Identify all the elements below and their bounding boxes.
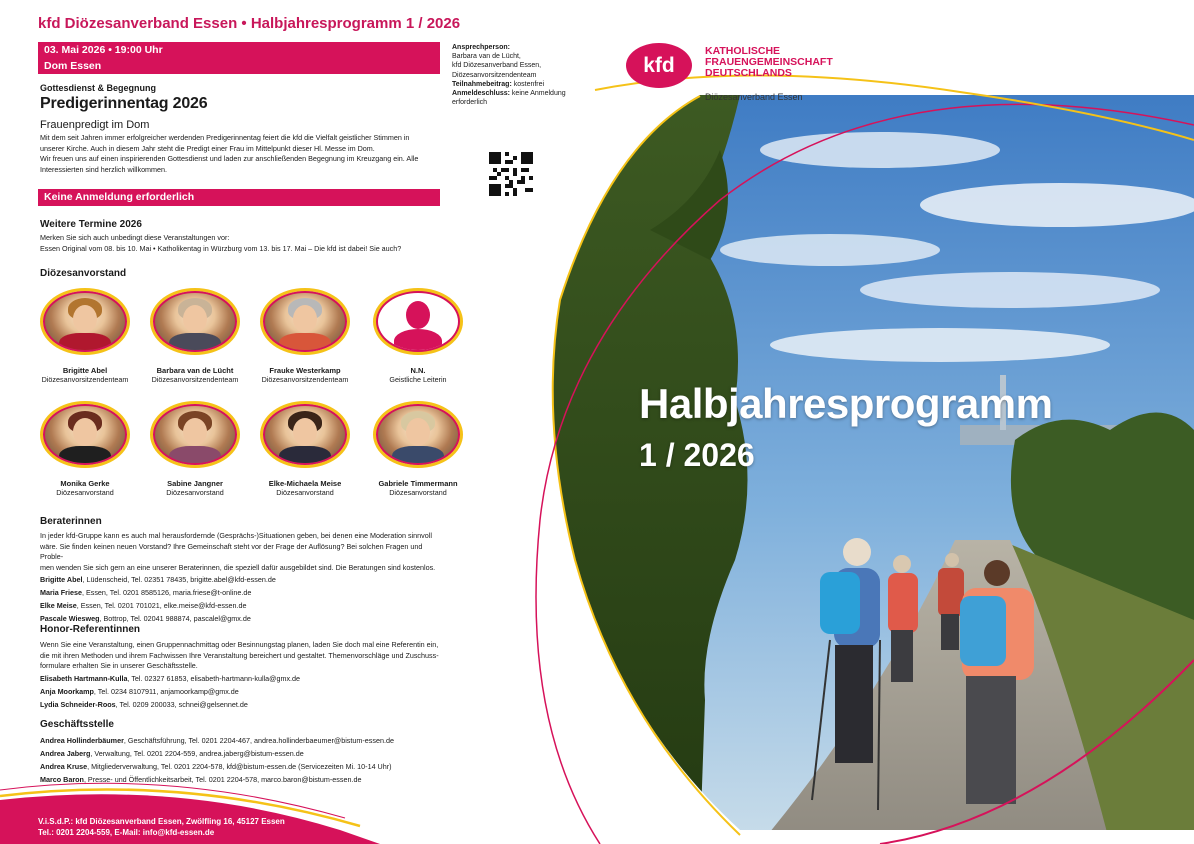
board-member (140, 404, 250, 497)
cover-year: 1 / 2026 (639, 437, 755, 473)
weitere-heading: Weitere Termine 2026 (40, 219, 142, 230)
event-date: 03. Mai 2026 • 19:00 Uhr (44, 44, 163, 56)
honor-section (40, 640, 450, 711)
member-role: Diözesanvorsitzendenteam (261, 375, 349, 384)
weitere-body: Merken Sie sich auch unbedingt diese Veranstaltungen vor: Essen Original vom 08. bis 10. Mai • Katholikentag in Würzburg vom 13. bis 17. Mai – Die kfd ist dabei! Sie auch? (40, 233, 402, 253)
honor-text: Wenn Sie eine Veranstaltung, einen Gruppennachmittag oder Besinnungstag planen, laden Sie doch mal eine Referentin ein, die mit ihren Methoden und ihrem Fachwissen Ihre Veranstaltung bereichert und gestaltet. Themenvorschläge und Zuschuss- formulare erhalten Sie in unserer Geschäftsstelle. (40, 640, 439, 670)
event-title: Predigerinnentag 2026 (40, 95, 208, 112)
qr-code[interactable] (489, 152, 533, 196)
event-description: Mit dem seit Jahren immer erfolgreicher werdenden Predigerinnentag feiert die kfd die Vielfalt geistlicher Stimmen in unserer Kirche. Auch in diesem Jahr steht die Predigt einer Frau im Mittelpunkt dieser Hl. Messe im Dom. Wir freuen uns auf einen inspirierenden Gottesdienst und laden zur anschließenden Begegnung im Kreuzgang ein. Alle Interessierten sind herzlich willkommen. (40, 133, 419, 174)
member-name: Sabine Jangner (167, 479, 223, 488)
member-role: Diözesanvorsitzendenteam (41, 375, 129, 384)
contact-line: Marco Baron, Presse- und Öffentlichkeitsarbeit, Tel. 0201 2204-578, marco.baron@bistum-essen.de (40, 775, 362, 784)
contact-line: Brigitte Abel, Lüdenscheid, Tel. 02351 78435, brigitte.abel@kfd-essen.de (40, 575, 276, 584)
board-member (363, 291, 473, 384)
board-member (250, 404, 360, 497)
kfd-logo: kfd (626, 43, 692, 88)
member-name: N.N. (410, 366, 426, 375)
board-member (30, 404, 140, 497)
member-role: Diözesanvorstand (166, 488, 224, 497)
beraterinnen-section (40, 531, 445, 625)
geschaeftsstelle-section (40, 734, 460, 786)
board-member (30, 291, 140, 384)
logo-wordmark: KATHOLISCHE FRAUENGEMEINSCHAFT DEUTSCHLANDS (705, 45, 833, 79)
imprint: V.i.S.d.P.: kfd Diözesanverband Essen, Zwölfling 16, 45127 Essen Tel.: 0201 2204-559, E-Mail: info@kfd-essen.de (38, 817, 285, 837)
member-portrait (153, 404, 237, 465)
member-portrait (43, 291, 127, 352)
member-name: Brigitte Abel (62, 366, 108, 375)
event-subtitle: Frauenpredigt im Dom (40, 119, 150, 131)
logo-subtitle: Diözesanverband Essen (705, 92, 803, 102)
vorstand-heading: Diözesanvorstand (40, 268, 127, 279)
beraterinnen-heading: Beraterinnen (40, 516, 102, 527)
member-role: Geistliche Leiterin (389, 375, 447, 384)
member-role: Diözesanvorstand (389, 488, 447, 497)
member-name: Gabriele Timmermann (378, 479, 458, 488)
contact-line: Andrea Jaberg, Verwaltung, Tel. 0201 2204-559, andrea.jaberg@bistum-essen.de (40, 749, 304, 758)
contact-line: Elke Meise, Essen, Tel. 0201 701021, elke.meise@kfd-essen.de (40, 601, 247, 610)
board-member (363, 404, 473, 497)
geschaeftsstelle-heading: Geschäftsstelle (40, 719, 114, 730)
registration-band: Keine Anmeldung erforderlich (38, 189, 440, 206)
member-role: Diözesanvorsitzendenteam (151, 375, 239, 384)
honor-heading: Honor-Referentinnen (40, 624, 140, 635)
contact-line: Andrea Kruse, Mitgliederverwaltung, Tel. 0201 2204-578, kfd@bistum-essen.de (Servicezeiten Mi. 10-14 Uhr) (40, 762, 392, 771)
member-name: Monika Gerke (60, 479, 110, 488)
member-name: Elke-Michaela Meise (268, 479, 342, 488)
member-portrait (376, 404, 460, 465)
member-portrait (263, 291, 347, 352)
member-portrait (263, 404, 347, 465)
event-date-band (38, 42, 440, 74)
event-kicker: Gottesdienst & Begegnung (40, 83, 157, 93)
contact-line: Elisabeth Hartmann-Kulla, Tel. 02327 61853, elisabeth-hartmann-kulla@gmx.de (40, 673, 301, 683)
contact-line: Anja Moorkamp, Tel. 0234 8107911, anjamoorkamp@gmx.de (40, 686, 239, 696)
contact-line: Lydia Schneider-Roos, Tel. 0209 200033, schnei@gelsennet.de (40, 699, 248, 709)
member-role: Diözesanvorstand (276, 488, 334, 497)
member-name: Barbara van de Lücht (156, 366, 234, 375)
contact-line: Andrea Hollinderbäumer, Geschäftsführung, Tel. 0201 2204-467, andrea.hollinderbaeumer@bistum-essen.de (40, 736, 394, 745)
board-member (140, 291, 250, 384)
board-member (250, 291, 360, 384)
contact-line: Maria Friese, Essen, Tel. 0201 8585126, maria.friese@t-online.de (40, 588, 252, 597)
beraterinnen-text: In jeder kfd-Gruppe kann es auch mal herausfordernde (Gesprächs-)Situationen geben, bei denen eine Moderation sinnvoll wäre. Sie finden keinen neuen Vorstand? Ihre Gemeinschaft steht vor der Frage der Auflösung? Bei solchen Fragen und Proble- men wenden Sie sich gern an eine unserer Beraterinnen, die speziell dafür ausgebildet sind. Die Beratungen sind kostenlos. (40, 531, 436, 572)
member-portrait (153, 291, 237, 352)
member-portrait (43, 404, 127, 465)
cover-title: Halbjahresprogramm (639, 380, 1053, 427)
page-header: kfd Diözesanverband Essen • Halbjahresprogramm 1 / 2026 (38, 15, 461, 32)
member-name: Frauke Westerkamp (269, 366, 341, 375)
placeholder-person-icon (376, 291, 460, 352)
contact-line: Pascale Wiesweg, Bottrop, Tel. 02041 988874, pascalel@gmx.de (40, 614, 251, 623)
contact-info: Ansprechperson: Barbara van de Lücht, kfd Diözesanverband Essen, Diözesanvorsitzendenteam Teilnahmebeitrag: kostenfrei Anmeldeschluss: keine Anmeldung erforderlich (452, 44, 566, 107)
event-location: Dom Essen (44, 60, 102, 72)
member-role: Diözesanvorstand (56, 488, 114, 497)
